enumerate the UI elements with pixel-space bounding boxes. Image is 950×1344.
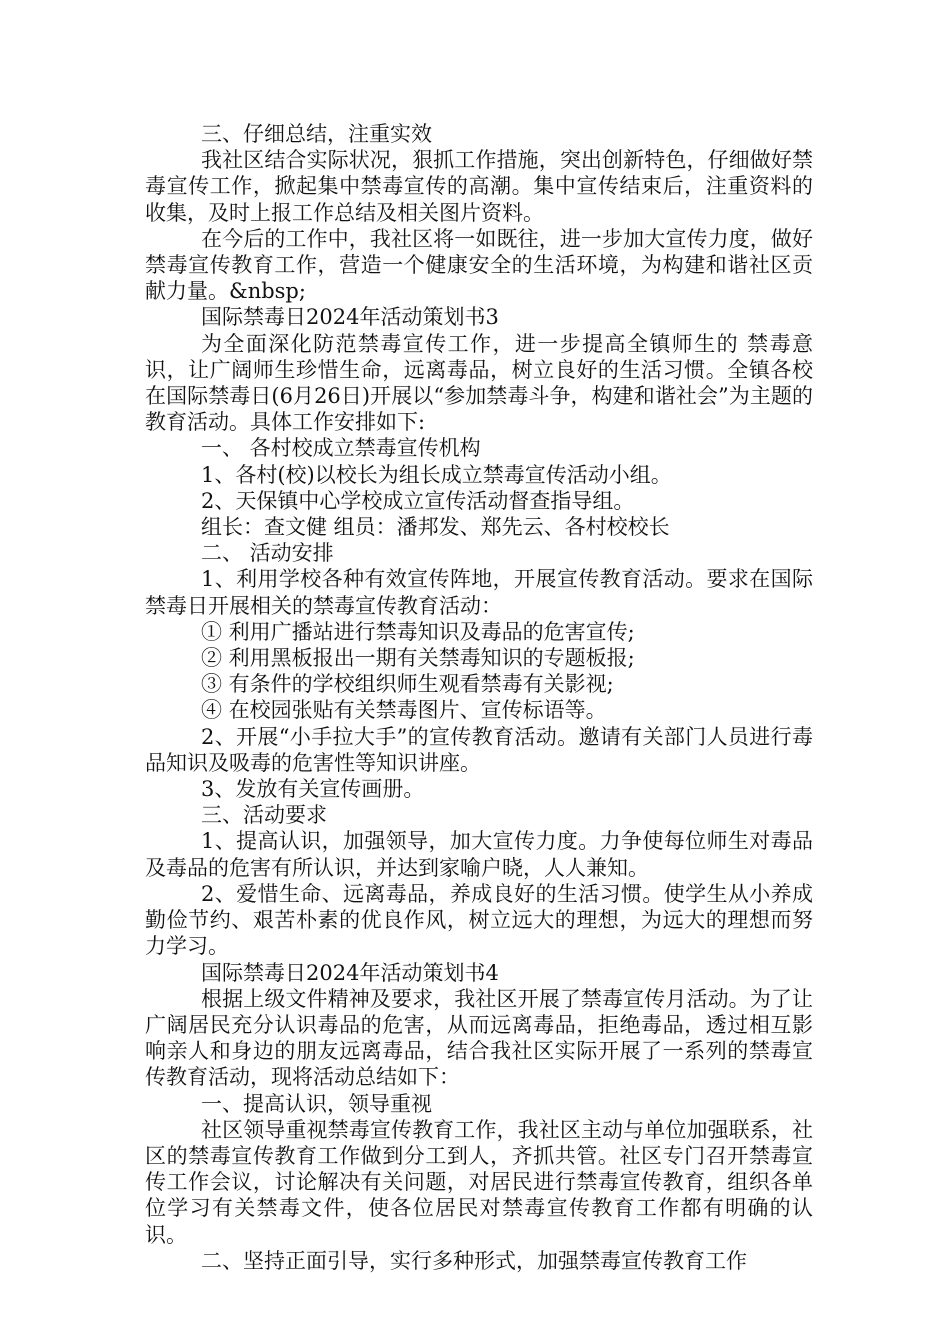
document-subtitle: 国际禁毒日2024年活动策划书4 xyxy=(201,960,499,985)
list-item: ③ 有条件的学校组织师生观看禁毒有关影视; xyxy=(201,672,614,697)
list-item: 2、天保镇中心学校成立宣传活动督查指导组。 xyxy=(201,488,635,513)
section-heading: 二、 活动安排 xyxy=(201,541,334,566)
list-item: 2、爱惜生命、远离毒品，养成良好的生活习惯。使学生从小养成勤俭节约、艰苦朴素的优良作风，树立远大的理想，为远大的理想而努力学习。 xyxy=(145,881,813,959)
paragraph: 为全面深化防范禁毒宣传工作，进一步提高全镇师生的 禁毒意识，让广阔师生珍惜生命，远离毒品，树立良好的生活习惯。全镇各校在国际禁毒日(6月26日)开展以“参加禁毒斗争，构建和谐社会”为主题的教育活动。具体工作安排如下: xyxy=(145,331,813,435)
list-item: 1、利用学校各种有效宣传阵地，开展宣传教育活动。要求在国际禁毒日开展相关的禁毒宣传教育活动： xyxy=(145,567,813,618)
section-heading: 二、坚持正面引导，实行多种形式，加强禁毒宣传教育工作 xyxy=(201,1248,747,1273)
paragraph: 根据上级文件精神及要求，我社区开展了禁毒宣传月活动。为了让广阔居民充分认识毒品的危害，从而远离毒品，拒绝毒品，透过相互影响亲人和身边的朋友远离毒品，结合我社区实际开展了一系列的禁毒宣传教育活动，现将活动总结如下： xyxy=(145,986,813,1090)
paragraph: 在今后的工作中，我社区将一如既往，进一步加大宣传力度，做好禁毒宣传教育工作，营造一个健康安全的生活环境，为构建和谐社区贡献力量。&nbsp; xyxy=(145,226,813,304)
document-body xyxy=(145,121,813,1274)
list-item: ④ 在校园张贴有关禁毒图片、宣传标语等。 xyxy=(201,698,607,723)
section-heading: 三、仔细总结，注重实效 xyxy=(201,122,432,146)
paragraph: 组长：查文健 组员：潘邦发、郑先云、各村校校长 xyxy=(201,515,670,540)
section-heading: 三、活动要求 xyxy=(201,803,327,828)
list-item: 1、各村(校)以校长为组长成立禁毒宣传活动小组。 xyxy=(201,462,672,487)
list-item: ① 利用广播站进行禁毒知识及毒品的危害宣传; xyxy=(201,619,635,644)
paragraph: 我社区结合实际状况，狠抓工作措施，突出创新特色，仔细做好禁毒宣传工作，掀起集中禁毒宣传的高潮。集中宣传结束后，注重资料的收集，及时上报工作总结及相关图片资料。 xyxy=(145,148,813,225)
list-item: 1、提高认识，加强领导，加大宣传力度。力争使每位师生对毒品及毒品的危害有所认识，并达到家喻户晓，人人兼知。 xyxy=(145,829,813,880)
list-item: 3、发放有关宣传画册。 xyxy=(201,777,425,802)
list-item: 2、开展“小手拉大手”的宣传教育活动。邀请有关部门人员进行毒品知识及吸毒的危害性等知识讲座。 xyxy=(145,724,813,775)
paragraph: 社区领导重视禁毒宣传教育工作，我社区主动与单位加强联系，社区的禁毒宣传教育工作做到分工到人，齐抓共管。社区专门召开禁毒宣传工作会议，讨论解决有关问题，对居民进行禁毒宣传教育，组织各单位学习有关禁毒文件，使各位居民对禁毒宣传教育工作都有明确的认识。 xyxy=(145,1117,813,1247)
section-heading: 一、提高认识，领导重视 xyxy=(201,1091,432,1116)
document-subtitle: 国际禁毒日2024年活动策划书3 xyxy=(201,305,499,330)
section-heading: 一、 各村校成立禁毒宣传机构 xyxy=(201,436,481,461)
list-item: ② 利用黑板报出一期有关禁毒知识的专题板报; xyxy=(201,646,635,671)
